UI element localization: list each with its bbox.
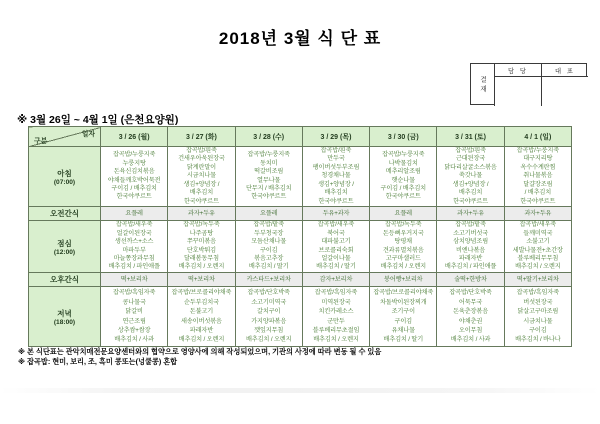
menu-cell (437, 207, 504, 221)
menu-item: 닭계란말이 (186, 163, 216, 171)
page-title: 2018년 3월 식 단 표 (218, 29, 382, 48)
menu-cell (370, 273, 437, 287)
menu-item: 고구마샐러드 (385, 254, 421, 262)
menu-item: 삼치양념조림 (453, 238, 489, 246)
menu-item: 오이무침 (458, 326, 483, 334)
menu-item: 배추김치 / 오렌지 (313, 336, 359, 344)
menu-cell (168, 147, 235, 207)
approval-box (470, 63, 587, 105)
approval-column-manager: 담 당 (495, 64, 542, 77)
menu-item: 견과류멸치볶음 (382, 246, 424, 254)
menu-cell (168, 221, 235, 273)
menu-item: 야채춘권 (458, 317, 483, 325)
menu-cell (302, 287, 369, 347)
menu-item: 술떡+한방차 (454, 275, 487, 283)
menu-item: 세발나물전+초간장 (512, 246, 563, 254)
menu-item: 버섯된장국 (523, 298, 553, 306)
row-label-text: 점심 (57, 238, 72, 248)
menu-item: 볶음고추장 (254, 254, 284, 262)
menu-item: 한국야쿠르트 (453, 197, 489, 205)
menu-item: 한국야쿠르트 (318, 197, 354, 205)
day-header: 3 / 28 (수) (235, 127, 302, 147)
menu-item: 치킨카레소스 (318, 308, 354, 316)
menu-cell (437, 287, 504, 347)
menu-item: 배추김치 / 파인애플 (108, 263, 160, 271)
menu-cell (370, 207, 437, 221)
menu-item: 배추김치 (189, 189, 214, 197)
menu-cell (302, 207, 369, 221)
row-label-text: 저녁 (57, 308, 72, 318)
menu-item: 배추김치 / 사과 (450, 336, 491, 344)
menu-item: 생김+양념장 / (318, 180, 354, 188)
menu-item: 옥수수계란찜 (520, 163, 556, 171)
menu-item: 브로콜리숙회 (318, 246, 354, 254)
menu-cell (370, 221, 437, 273)
menu-item: 배추김치 / 오렌지 (380, 263, 427, 271)
menu-item: 야채들깨호박어묵전 (107, 176, 161, 184)
menu-item: 잡곡밥/누룽지죽 (382, 151, 425, 159)
menu-item: 잡곡밥/흰죽 (320, 147, 352, 155)
row-label-pm-snack (29, 273, 101, 287)
menu-item: 어묵무국 (458, 298, 483, 306)
menu-item: 블루베리무초절임 (312, 326, 360, 334)
menu-cell (302, 147, 369, 207)
menu-item: 배추김치 (458, 189, 483, 197)
menu-item: 차돌박이된장찌개 (379, 298, 427, 306)
menu-item: 대구지리탕 (523, 155, 553, 163)
menu-item: 떡+보리차 (188, 275, 215, 283)
menu-item: 배추김치 / 딸기 (248, 263, 289, 271)
menu-item: 배추김치 / 딸기 (316, 263, 356, 271)
day-header: 3 / 30 (금) (370, 127, 437, 147)
menu-item: 잡곡밥/흑임자죽 (516, 289, 560, 297)
menu-item: 근대된장국 (455, 155, 486, 163)
menu-item: 깻잎지무침 (254, 326, 284, 334)
menu-item: 블루베리무무침 (517, 254, 559, 262)
menu-item: 구이김 (259, 246, 278, 254)
menu-item: 배추김치 / 딸기 (383, 336, 424, 344)
menu-item: 나박물김치 (388, 159, 418, 167)
menu-item: 한국야쿠르트 (183, 197, 219, 205)
menu-item: 청경채나물 (321, 172, 351, 180)
menu-item: 달래봄동무침 (183, 254, 219, 262)
menu-item: 동치미 (259, 159, 278, 167)
menu-item: 요플레 (125, 209, 143, 217)
menu-item: 소고기미역국 (251, 298, 287, 306)
menu-item: 모듬산채나물 (251, 238, 287, 246)
menu-item: 잡곡밥/팥죽 (253, 221, 285, 229)
menu-item: 만두국 (327, 155, 345, 163)
corner-label-category: 구분 (34, 138, 48, 145)
menu-item: 군만두 (327, 317, 345, 325)
approval-stamp-label: 결재 (471, 64, 495, 106)
menu-item: 잡곡밥/흰죽 (455, 147, 486, 155)
menu-cell (101, 207, 168, 221)
menu-item: 잡곡밥/녹두죽 (384, 221, 422, 229)
menu-item: 떡+보리차 (120, 275, 148, 283)
menu-cell (168, 273, 235, 287)
footnote-line: ※ 본 식단표는 관악치매전문요양센터와의 협약으로 영양사에 의해 작성되었으며, 기관의 사정에 따라 변동 될 수 있음 (18, 347, 382, 356)
menu-item: 배추김치 / 오렌지 (515, 263, 561, 271)
menu-item: 소불고기 (526, 238, 550, 246)
menu-item: 과자+두유 (457, 209, 484, 217)
menu-item: 갈치구이 (257, 308, 281, 316)
menu-item: 잡곡밥/녹두죽 (183, 221, 220, 229)
menu-item: 과자+두유 (524, 209, 552, 217)
menu-item: 잡곡밥/흰죽 (186, 147, 217, 155)
menu-item: 한국야쿠르트 (385, 193, 421, 201)
menu-item: 떡갈비조림 (254, 168, 284, 176)
menu-item: 연근조림 (122, 317, 146, 325)
menu-item: 구이김 / 배추김치 (380, 184, 427, 192)
menu-cell (168, 287, 235, 347)
approval-sign-cell-manager (495, 77, 542, 106)
menu-item: 잡곡밥/브로콜리야채죽 (171, 289, 232, 297)
menu-item: 과자+두유 (188, 209, 215, 217)
row-label-lunch (29, 221, 101, 273)
day-header-row (29, 127, 572, 147)
menu-cell (235, 147, 302, 207)
menu-item: 얼갈이나물 (321, 254, 351, 262)
menu-item: 잡곡밥/팥죽 (455, 221, 486, 229)
menu-cell (235, 287, 302, 347)
menu-item: 닭살고구마조림 (517, 308, 559, 316)
footnote-line: ※ 잡곡밥: 현미, 보리, 조, 흑미 콩또는(넝쿨콩) 혼합 (18, 357, 178, 366)
menu-item: 한국야쿠르트 (520, 197, 556, 205)
row-label-time: (07:00) (53, 178, 76, 186)
menu-item: 배추김치 / 바나나 (515, 336, 561, 344)
menu-cell (437, 221, 504, 273)
menu-cell (437, 147, 504, 207)
menu-item: 시금치나물 (523, 317, 553, 325)
row-label-time: (18:00) (53, 318, 76, 326)
day-header: 3 / 26 (월) (101, 127, 168, 147)
menu-item: 북어국 (327, 229, 345, 237)
menu-item: 구이김 (394, 317, 412, 325)
menu-row-breakfast (29, 147, 572, 207)
day-header: 3 / 31 (토) (437, 127, 504, 147)
row-label-dinner (29, 287, 101, 347)
menu-item: 단호박튀김 (186, 246, 216, 254)
menu-item: 콩나물국 (122, 298, 146, 306)
corner-label-date: 일자 (81, 131, 95, 138)
approval-column-representative: 대 표 (542, 64, 588, 77)
menu-cell (101, 287, 168, 347)
menu-item: 메추리알조림 (385, 168, 421, 176)
menu-item: 비엔나볶음 (455, 246, 486, 254)
menu-item: 가지양파볶음 (251, 317, 287, 325)
row-label-text: 오후간식 (50, 275, 79, 284)
menu-cell (235, 221, 302, 273)
menu-item: 쑥갓나물 (458, 172, 483, 180)
menu-item: 새송이버섯볶음 (181, 317, 222, 325)
menu-item: 잡곡밥/누룽지죽 (516, 147, 560, 155)
menu-item: 잡곡밥/브로콜리야채죽 (373, 289, 434, 297)
menu-item: 조기구이 (391, 308, 415, 316)
menu-item: 배추김치 / 오렌지 (178, 336, 225, 344)
menu-item: 잡곡밥/흑임자죽 (112, 289, 156, 297)
menu-item: 순두부김치국 (183, 298, 219, 306)
menu-item: 잡곡밥/단호박죽 (247, 289, 290, 297)
day-header: 3 / 27 (화) (168, 127, 235, 147)
menu-cell (302, 221, 369, 273)
scan-artifact (0, 388, 600, 393)
menu-item: 생선까스+소스 (114, 238, 154, 246)
menu-item: 잡곡밥/새우죽 (317, 221, 355, 229)
menu-item: 상추쌈+쌈장 (117, 326, 151, 334)
menu-item: 잡곡밥/흑임자죽 (314, 289, 358, 297)
menu-item: 파래자반 (458, 254, 483, 262)
menu-item: 두부청국장 (254, 229, 284, 237)
approval-sign-cell-representative (542, 77, 588, 106)
menu-item: 햇순나물 (391, 176, 415, 184)
menu-item: 대파불고기 (321, 238, 351, 246)
menu-item: 돈불고기 (189, 308, 214, 316)
menu-item: / 배추김치 (524, 189, 552, 197)
menu-item: 붕어빵+보리차 (384, 275, 423, 283)
row-label-text: 오전간식 (50, 209, 79, 218)
menu-item: 구이김 (529, 326, 547, 334)
menu-item: 배추김치 / 사과 (114, 336, 154, 344)
row-label-breakfast (29, 147, 101, 207)
menu-cell (101, 273, 168, 287)
menu-item: 배추김치 / 오렌지 (245, 336, 292, 344)
menu-item: 잡곡밥/누룽지죽 (112, 151, 156, 159)
menu-item: 요플레 (259, 209, 278, 217)
menu-item: 미역된장국 (321, 298, 351, 306)
menu-item: 소고기버섯국 (453, 229, 489, 237)
menu-item: 돈등뼈우거지국 (382, 229, 424, 237)
menu-item: 감자+보리차 (319, 275, 353, 283)
menu-item: 두유+과자 (322, 209, 350, 217)
menu-row-am-snack (29, 207, 572, 221)
row-label-am-snack (29, 207, 101, 221)
menu-item: 잡곡밥/새우죽 (519, 221, 557, 229)
menu-item: 나주곰탕 (189, 229, 214, 237)
menu-item: 마파두부 (122, 246, 146, 254)
menu-item: 마늘쫑장과무침 (113, 254, 155, 262)
menu-item: 건새우아욱된장국 (178, 155, 225, 163)
menu-item: 누룽지탕 (122, 159, 146, 167)
menu-cell (504, 273, 571, 287)
menu-item: 요플레 (394, 209, 412, 217)
menu-item: 열무나물 (257, 176, 281, 184)
row-label-time: (12:00) (53, 248, 76, 256)
menu-item: 잡곡밥/누룽지죽 (247, 151, 290, 159)
menu-item: 생김+양념장 / (183, 180, 220, 188)
menu-item: 배추김치 / 파인애플 (444, 263, 497, 271)
menu-item: 닭다리살굴소스볶음 (444, 163, 497, 171)
menu-item: 배추김치 / 오렌지 (178, 263, 225, 271)
menu-item: 시금치나물 (186, 172, 216, 180)
menu-cell (504, 221, 571, 273)
menu-item: 카스타드+보리차 (246, 275, 291, 283)
menu-item: 돈육춘장볶음 (453, 308, 489, 316)
menu-cell (235, 273, 302, 287)
menu-item: 들깨미역국 (523, 229, 553, 237)
menu-table (28, 126, 572, 347)
menu-item: 생김+양념장 / (452, 180, 489, 188)
menu-cell (235, 207, 302, 221)
menu-cell (504, 207, 571, 221)
footnotes (18, 347, 381, 367)
menu-cell (101, 221, 168, 273)
menu-item: 돈육신김치볶음 (113, 168, 155, 176)
menu-cell (168, 207, 235, 221)
menu-item: 닭갈비 (125, 308, 143, 316)
menu-item: 쭈꾸미볶음 (186, 238, 216, 246)
menu-item: 팽이버섯두부조림 (312, 163, 360, 171)
menu-item: 파래자반 (189, 326, 214, 334)
menu-cell (370, 147, 437, 207)
menu-cell (370, 287, 437, 347)
menu-cell (437, 273, 504, 287)
menu-item: 유채나물 (391, 326, 415, 334)
menu-row-pm-snack (29, 273, 572, 287)
menu-item: 얼갈이된장국 (116, 229, 152, 237)
day-header: 4 / 1 (일) (504, 127, 571, 147)
row-label-text: 아침 (57, 168, 72, 178)
day-header: 3 / 29 (목) (302, 127, 369, 147)
menu-item: 잡곡밥/단호박죽 (449, 289, 492, 297)
menu-item: 탕평채 (394, 238, 412, 246)
week-range-subtitle: ※ 3월 26일 ~ 4월 1일 (은천요양원) (17, 114, 179, 126)
menu-cell (302, 273, 369, 287)
corner-cell (29, 127, 101, 147)
menu-cell (504, 287, 571, 347)
menu-row-dinner (29, 287, 572, 347)
menu-item: 한국야쿠르트 (251, 193, 287, 201)
menu-item: 달걀장조림 (523, 180, 553, 188)
menu-item: 배추김치 (324, 189, 348, 197)
menu-item: 취나물볶음 (523, 172, 553, 180)
menu-item: 한국야쿠르트 (116, 193, 152, 201)
menu-item: 잡곡밥/새우죽 (115, 221, 153, 229)
menu-item: 단무지 / 배추김치 (245, 184, 292, 192)
menu-cell (504, 147, 571, 207)
menu-item: 떡+딸기+보리차 (516, 275, 559, 283)
menu-cell (101, 147, 168, 207)
menu-item: 구이김 / 배추김치 (111, 184, 157, 192)
menu-row-lunch (29, 221, 572, 273)
